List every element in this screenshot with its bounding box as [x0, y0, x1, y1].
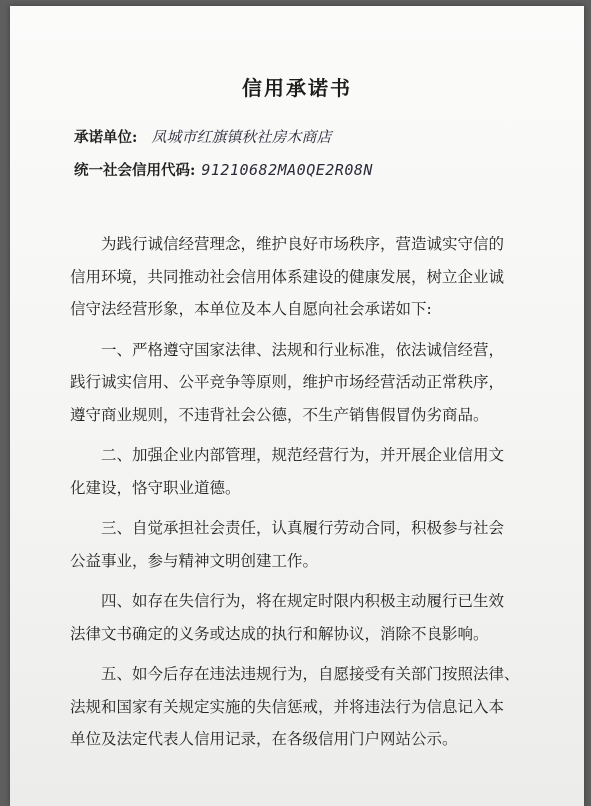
text-line: 信用环境，共同推动社会信用体系建设的健康发展，树立企业诚: [70, 267, 505, 286]
text-line: 单位及法定代表人信用记录，在各级信用门户网站公示。: [70, 730, 458, 748]
credit-code-label: 统一社会信用代码:: [74, 162, 196, 179]
credit-code-value: 91210682MA0QE2R08N: [201, 161, 373, 179]
commitment-body: [70, 228, 530, 764]
text-line: 践行诚实信用、公平竞争等原则，维护市场经营活动正常秩序，: [70, 373, 505, 391]
text-line: 五、如今后存在违法违规行为，自愿接受有关部门按照法律、: [101, 665, 520, 683]
text-line: 一、严格遵守国家法律、法规和行业标准，依法诚信经营，: [101, 340, 505, 359]
committing-unit-value: 凤城市红旗镇秋社房木商店: [151, 128, 332, 146]
commitment-item-3: [70, 512, 530, 577]
text-line: 三、自觉承担社会责任，认真履行劳动合同，积极参与社会: [101, 519, 505, 537]
committing-unit-field: [74, 126, 331, 147]
credit-code-field: [74, 159, 373, 180]
committing-unit-label: 承诺单位:: [74, 129, 138, 146]
text-line: 化建设，恪守职业道德。: [70, 478, 241, 497]
commitment-item-2: [70, 439, 530, 504]
text-line: 法律文书确定的义务或达成的执行和解协议，消除不良影响。: [70, 624, 489, 643]
intro-paragraph: [70, 228, 530, 326]
commitment-item-1: [70, 334, 530, 432]
text-line: 遵守商业规则，不违背社会公德，不生产销售假冒伪劣商品。: [70, 405, 489, 424]
text-line: 法规和国家有关规定实施的失信惩戒，并将违法行为信息记入本: [70, 697, 505, 716]
text-line: 二、加强企业内部管理，规范经营行为，并开展企业信用文: [101, 446, 505, 464]
text-line: 为践行诚信经营理念，维护良好市场秩序，营造诚实守信的: [101, 235, 505, 253]
text-line: 信守法经营形象，本单位及本人自愿向社会承诺如下:: [70, 300, 432, 318]
text-line: 公益事业，参与精神文明创建工作。: [70, 551, 319, 570]
document-page: [10, 6, 584, 806]
commitment-item-5: [70, 658, 530, 756]
document-title: 信用承诺书: [242, 76, 352, 100]
commitment-item-4: [70, 585, 530, 650]
text-line: 四、如存在失信行为，将在规定时限内积极主动履行已生效: [101, 592, 505, 610]
